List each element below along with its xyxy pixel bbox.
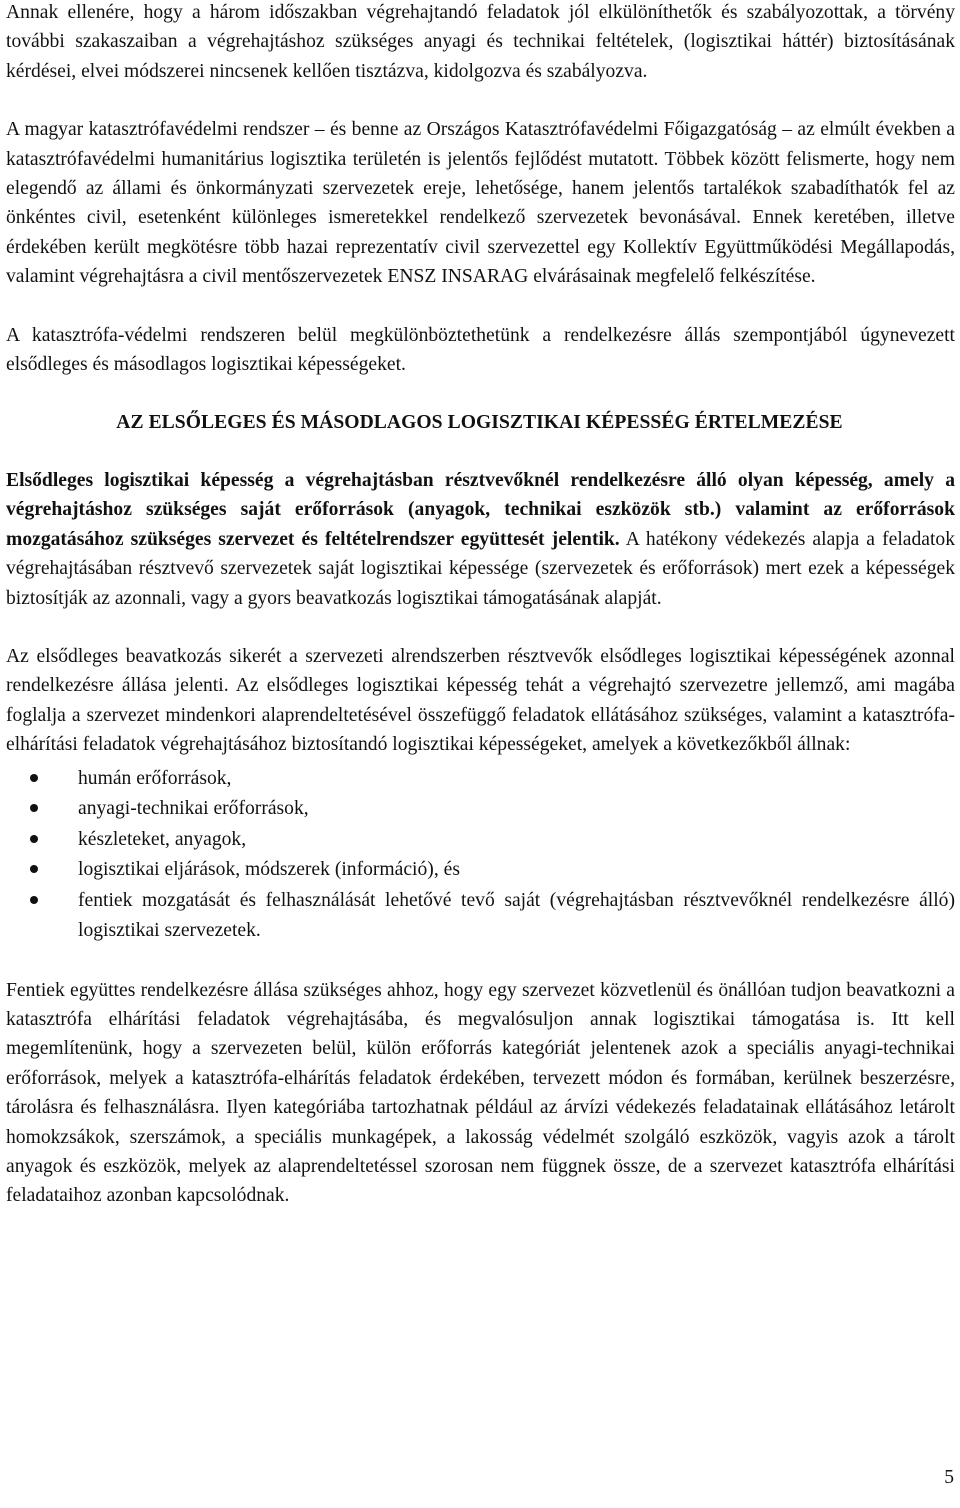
paragraph-logisztikai-kepessegek: A katasztrófa-védelmi rendszeren belül megkülönböztethetünk a rendelkezésre állás szempontjából úgynevezett elsődleges és másodlagos logisztikai képességeket.	[6, 324, 955, 376]
definition-bold-text: Elsődleges logisztikai képesség a végrehajtásban résztvevőknél rendelkezésre álló olyan képesség, amely a végrehajtáshoz szükséges saját erőforrások (anyagok, technikai eszközök stb.) valamint az erőforrások mozgatásához szükséges szervezet és feltételrendszer együttesét jelentik.	[6, 469, 955, 550]
capability-list	[6, 764, 955, 947]
bullet-icon	[30, 865, 38, 873]
bullet-icon	[30, 774, 38, 782]
paragraph-elsodleges-definicio	[6, 466, 955, 613]
list-item: anyagi-technikai erőforrások,	[6, 794, 955, 825]
section-heading: AZ ELSŐLEGES ÉS MÁSODLAGOS LOGISZTIKAI KÉPESSÉG ÉRTELMEZÉSE	[116, 412, 843, 434]
paragraph-intro: Annak ellenére, hogy a három időszakban végrehajtandó feladatok jól elkülöníthetők és szabályozottak, a törvény további szakaszaiban a végrehajtáshoz szükséges anyagi és technikai feltételek, (logisztikai háttér) biztosításának kérdései, elvei módszerei nincsenek kellően tisztázva, kidolgozva és szabályozva.	[6, 2, 955, 82]
bullet-icon	[30, 835, 38, 843]
bullet-icon	[30, 896, 38, 904]
list-item: humán erőforrások,	[6, 764, 955, 795]
bullet-icon	[30, 804, 38, 812]
page-number: 5	[944, 1467, 954, 1488]
document-page	[6, 0, 955, 1211]
paragraph-katasztrofavedelmi-rendszer: A magyar katasztrófavédelmi rendszer – és benne az Országos Katasztrófavédelmi Főigazgatóság – az elmúlt években a katasztrófavédelmi humanitárius logisztika területén is jelentős fejlődést mutatott. Többek között felismerte, hogy nem elegendő az állami és önkormányzati szervezetek ereje, lehetősége, hanem jelentős tartalékok szabadíthatók fel az önkéntes civil, esetenként különleges ismeretekkel rendelkező szervezetek bevonásával. Ennek keretében, illetve érdekében került megkötésre több hazai reprezentatív civil szervezettel egy Kollektív Együttműködési Megállapodás, valamint végrehajtásra a civil mentőszervezetek ENSZ INSARAG elvárásainak megfelelő felkészítése.	[6, 119, 955, 288]
paragraph-fentiek-egyuttes: Fentiek együttes rendelkezésre állása szükséges ahhoz, hogy egy szervezet közvetlenül és önállóan tudjon beavatkozni a katasztrófa elhárítási feladatok végrehajtásába, és megvalósuljon annak logisztikai támogatása is. Itt kell megemlítenünk, hogy a szervezeten belül, külön erőforrás kategóriát jelentenek azok a speciális anyagi-technikai erőforrások, melyek a katasztrófa-elhárítás feladatok érdekében, tervezett módon és formában, kerülnek beszerzésre, tárolásra és felhasználásra. Ilyen kategóriába tartozhatnak például az árvízi védekezés feladatainak ellátásához letárolt homokzsákok, szerszámok, a speciális munkagépek, a lakosság védelmét szolgáló eszközök, vagyis azok a tárolt anyagok és eszközök, melyek az alaprendeltetéssel szorosan nem függnek össze, de a szervezet katasztrófa elhárítási feladataihoz azonban kapcsolódnak.	[6, 979, 955, 1207]
paragraph-elsodleges-beavatkozas: Az elsődleges beavatkozás sikerét a szervezeti alrendszerben résztvevők elsődleges logisztikai képességének azonnal rendelkezésre állása jelenti. Az elsődleges logisztikai képesség tehát a végrehajtó szervezetre jellemző, ami magába foglalja a szervezet mindenkori alaprendeltetésével összefüggő feladatok ellátásához szükséges, valamint a katasztrófa-elhárítási feladatok végrehajtásához biztosítandó logisztikai képességeket, amelyek a következőkből állnak:	[6, 645, 955, 756]
definition-rest-text: A hatékony védekezés alapja a feladatok végrehajtásában résztvevő szervezetek saját logisztikai képessége (szervezetek és erőforrások) mert ezek a képességek biztosítják az azonnali, vagy a gyors beavatkozás logisztikai támogatásának alapját.	[6, 528, 955, 609]
list-item: készleteket, anyagok,	[6, 825, 955, 856]
list-item: fentiek mozgatását és felhasználását lehetővé tevő saját (végrehajtásban résztvevőknél rendelkezésre álló) logisztikai szervezetek.	[6, 886, 955, 947]
list-item: logisztikai eljárások, módszerek (információ), és	[6, 855, 955, 886]
